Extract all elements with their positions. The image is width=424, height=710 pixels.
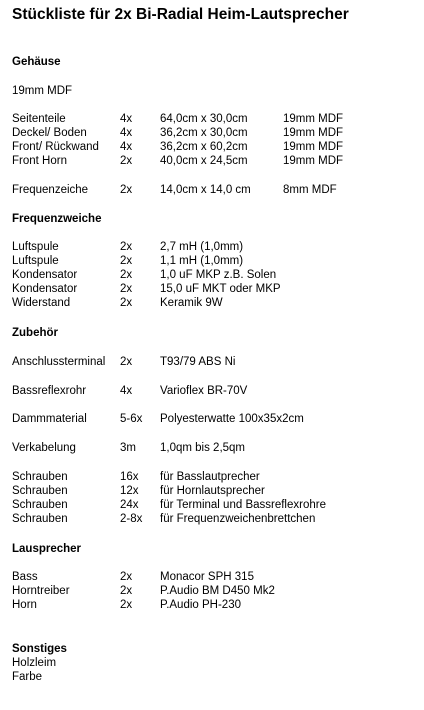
table-row bbox=[0, 442, 424, 456]
table-row bbox=[0, 499, 424, 513]
part-qty: 2x bbox=[120, 184, 133, 196]
part-name: Deckel/ Boden bbox=[12, 127, 87, 139]
part-qty: 2x bbox=[120, 599, 133, 611]
part-qty: 2x bbox=[120, 356, 133, 368]
part-description: P.Audio PH-230 bbox=[160, 599, 241, 611]
part-qty: 4x bbox=[120, 141, 133, 153]
part-name: Schrauben bbox=[12, 471, 68, 483]
part-name: Luftspule bbox=[12, 255, 59, 267]
table-row bbox=[0, 184, 424, 198]
part-description: Varioflex BR-70V bbox=[160, 385, 248, 397]
table-row bbox=[0, 485, 424, 499]
part-description: Monacor SPH 315 bbox=[160, 571, 254, 583]
table-row bbox=[0, 599, 424, 613]
part-dimensions: 64,0cm x 30,0cm bbox=[160, 113, 248, 125]
part-name: Verkabelung bbox=[12, 442, 76, 454]
part-material: 8mm MDF bbox=[283, 184, 337, 196]
part-material: 19mm MDF bbox=[283, 141, 344, 153]
part-description: Keramik 9W bbox=[160, 297, 223, 309]
part-material: 19mm MDF bbox=[283, 127, 344, 139]
part-name: Horntreiber bbox=[12, 585, 70, 597]
part-name: Kondensator bbox=[12, 283, 78, 295]
table-row bbox=[0, 471, 424, 485]
part-description: für Hornlautsprecher bbox=[160, 485, 265, 497]
part-qty: 4x bbox=[120, 127, 133, 139]
part-qty: 2x bbox=[120, 283, 133, 295]
table-row bbox=[0, 255, 424, 269]
list-item: Holzleim bbox=[12, 657, 57, 669]
part-material: 19mm MDF bbox=[283, 113, 344, 125]
part-name: Frequenzeiche bbox=[12, 184, 89, 196]
part-name: Front/ Rückwand bbox=[12, 141, 99, 153]
table-row bbox=[0, 571, 424, 585]
section-heading-gehaeuse: Gehäuse bbox=[12, 56, 61, 68]
table-row bbox=[0, 513, 424, 527]
table-row bbox=[0, 141, 424, 155]
table-row bbox=[0, 585, 424, 599]
part-name: Kondensator bbox=[12, 269, 78, 281]
part-description: für Frequenzweichenbrettchen bbox=[160, 513, 316, 525]
part-dimensions: 14,0cm x 14,0 cm bbox=[160, 184, 251, 196]
table-row bbox=[0, 297, 424, 311]
part-qty: 3m bbox=[120, 442, 136, 454]
section-heading-zubehoer: Zubehör bbox=[12, 327, 58, 339]
part-qty: 2x bbox=[120, 297, 133, 309]
material-note: 19mm MDF bbox=[12, 85, 73, 97]
part-qty: 4x bbox=[120, 385, 133, 397]
list-item: Farbe bbox=[12, 671, 43, 683]
document-title: Stückliste für 2x Bi-Radial Heim-Lautsprecher bbox=[12, 6, 349, 23]
part-name: Anschlussterminal bbox=[12, 356, 106, 368]
part-qty: 2x bbox=[120, 571, 133, 583]
part-name: Bassreflexrohr bbox=[12, 385, 87, 397]
table-row bbox=[0, 269, 424, 283]
part-qty: 16x bbox=[120, 471, 139, 483]
part-name: Schrauben bbox=[12, 499, 68, 511]
part-qty: 2x bbox=[120, 155, 133, 167]
section-heading-frequenzweiche: Frequenzweiche bbox=[12, 213, 102, 225]
table-row bbox=[0, 113, 424, 127]
part-description: 1,1 mH (1,0mm) bbox=[160, 255, 244, 267]
part-description: 1,0qm bis 2,5qm bbox=[160, 442, 246, 454]
table-row bbox=[0, 155, 424, 169]
part-name: Schrauben bbox=[12, 485, 68, 497]
part-name: Front Horn bbox=[12, 155, 67, 167]
part-qty: 5-6x bbox=[120, 413, 143, 425]
table-row bbox=[0, 385, 424, 399]
part-name: Luftspule bbox=[12, 241, 59, 253]
part-name: Dammmaterial bbox=[12, 413, 87, 425]
section-heading-sonstiges: Sonstiges bbox=[12, 643, 67, 655]
part-name: Widerstand bbox=[12, 297, 71, 309]
part-qty: 2x bbox=[120, 269, 133, 281]
part-qty: 4x bbox=[120, 113, 133, 125]
part-name: Seitenteile bbox=[12, 113, 66, 125]
part-qty: 24x bbox=[120, 499, 139, 511]
part-description: 15,0 uF MKT oder MKP bbox=[160, 283, 281, 295]
part-name: Bass bbox=[12, 571, 38, 583]
part-description: T93/79 ABS Ni bbox=[160, 356, 236, 368]
part-description: P.Audio BM D450 Mk2 bbox=[160, 585, 275, 597]
part-dimensions: 40,0cm x 24,5cm bbox=[160, 155, 248, 167]
part-description: für Terminal und Bassreflexrohre bbox=[160, 499, 326, 511]
table-row bbox=[0, 356, 424, 370]
part-material: 19mm MDF bbox=[283, 155, 344, 167]
part-description: 1,0 uF MKP z.B. Solen bbox=[160, 269, 277, 281]
part-dimensions: 36,2cm x 60,2cm bbox=[160, 141, 248, 153]
part-dimensions: 36,2cm x 30,0cm bbox=[160, 127, 248, 139]
table-row bbox=[0, 283, 424, 297]
part-qty: 2x bbox=[120, 585, 133, 597]
part-qty: 2x bbox=[120, 241, 133, 253]
table-row bbox=[0, 127, 424, 141]
table-row bbox=[0, 241, 424, 255]
part-description: 2,7 mH (1,0mm) bbox=[160, 241, 244, 253]
part-qty: 2x bbox=[120, 255, 133, 267]
table-row bbox=[0, 413, 424, 427]
part-name: Horn bbox=[12, 599, 37, 611]
section-heading-lautsprecher: Lausprecher bbox=[12, 543, 82, 555]
part-name: Schrauben bbox=[12, 513, 68, 525]
part-description: Polyesterwatte 100x35x2cm bbox=[160, 413, 304, 425]
part-qty: 12x bbox=[120, 485, 139, 497]
part-qty: 2-8x bbox=[120, 513, 143, 525]
part-description: für Basslautprecher bbox=[160, 471, 260, 483]
